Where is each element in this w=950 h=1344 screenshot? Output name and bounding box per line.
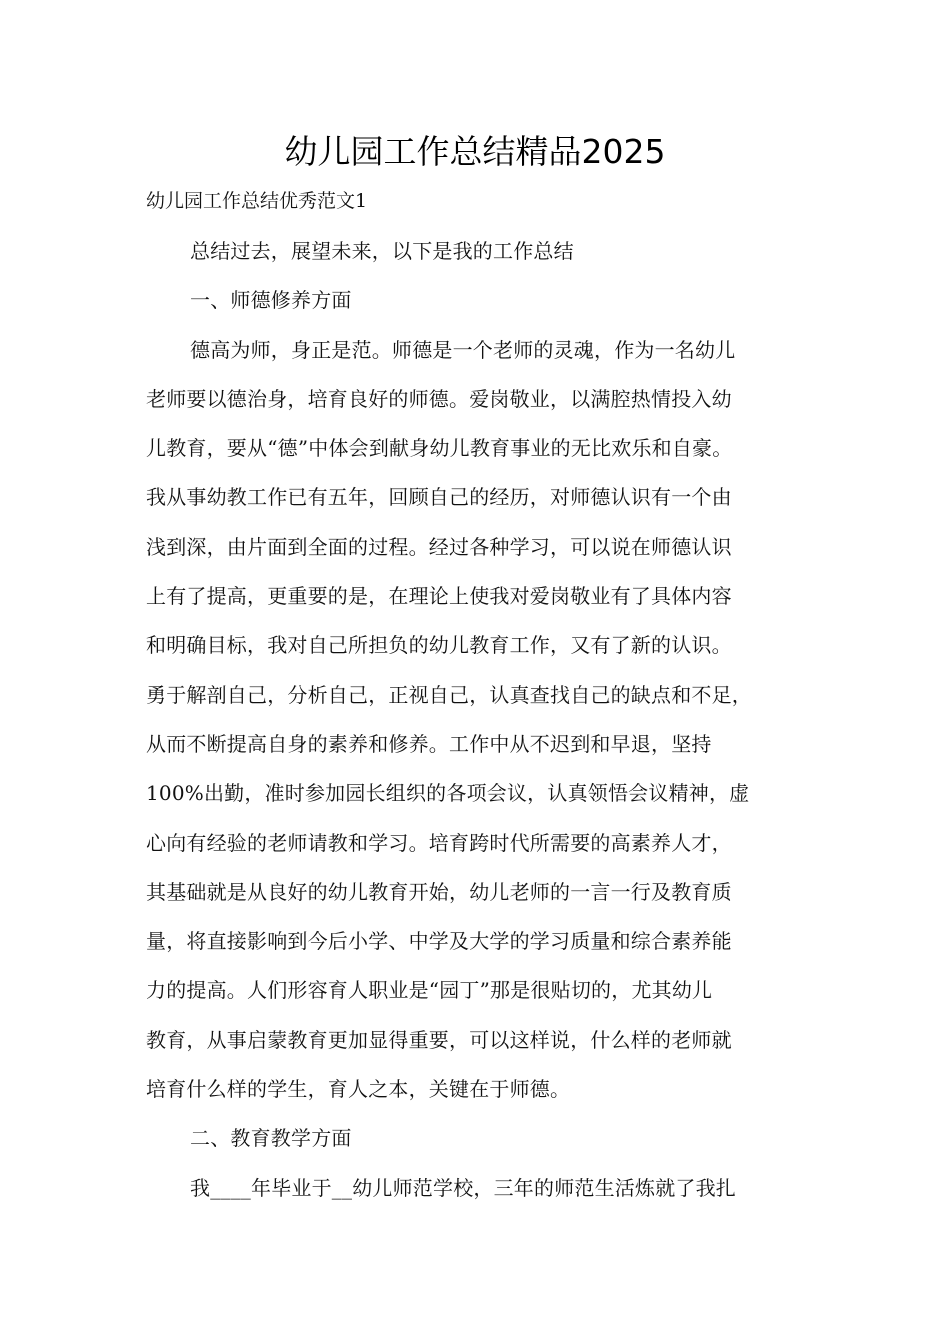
text-line: 我____年毕业于__幼儿师范学校，三年的师范生活炼就了我扎	[190, 1175, 736, 1200]
text-line: 我从事幼教工作已有五年，回顾自己的经历，对师德认识有一个由	[146, 485, 732, 510]
document-body	[146, 236, 822, 1222]
text-line: 一、师德修养方面	[190, 288, 352, 313]
document-subtitle: 幼儿园工作总结优秀范文1	[146, 190, 368, 212]
text-line: 总结过去，展望未来，以下是我的工作总结	[190, 239, 574, 263]
text-line: 心向有经验的老师请教和学习。培育跨时代所需要的高素养人才，	[146, 830, 732, 855]
text-line: 培育什么样的学生，育人之本，关键在于师德。	[146, 1077, 571, 1102]
text-line: 儿教育，要从“德”中体会到献身幼儿教育事业的无比欢乐和自豪。	[146, 436, 733, 461]
text-line: 德高为师，身正是范。师德是一个老师的灵魂，作为一名幼儿	[190, 337, 736, 362]
text-line: 其基础就是从良好的幼儿教育开始，幼儿老师的一言一行及教育质	[146, 879, 732, 904]
text-line: 上有了提高，更重要的是，在理论上使我对爱岗敬业有了具体内容	[146, 584, 732, 609]
text-line: 量，将直接影响到今后小学、中学及大学的学习质量和综合素养能	[146, 929, 732, 954]
text-line: 浅到深，由片面到全面的过程。经过各种学习，可以说在师德认识	[146, 534, 732, 559]
text-line: 100%出勤，准时参加园长组织的各项会议，认真领悟会议精神，虚	[146, 781, 750, 806]
text-line: 从而不断提高自身的素养和修养。工作中从不迟到和早退，坚持	[146, 731, 712, 756]
document-title: 幼儿园工作总结精品2025	[284, 132, 666, 171]
text-line: 老师要以德治身，培育良好的师德。爱岗敬业，以满腔热情投入幼	[146, 386, 732, 411]
text-line: 教育，从事启蒙教育更加显得重要，可以这样说，什么样的老师就	[146, 1027, 732, 1052]
text-line: 和明确目标，我对自己所担负的幼儿教育工作，又有了新的认识。	[146, 633, 732, 658]
text-line: 二、教育教学方面	[190, 1126, 352, 1151]
text-line: 勇于解剖自己，分析自己，正视自己，认真查找自己的缺点和不足，	[146, 682, 752, 707]
text-line: 力的提高。人们形容育人职业是“园丁”那是很贴切的，尤其幼儿	[146, 978, 713, 1003]
